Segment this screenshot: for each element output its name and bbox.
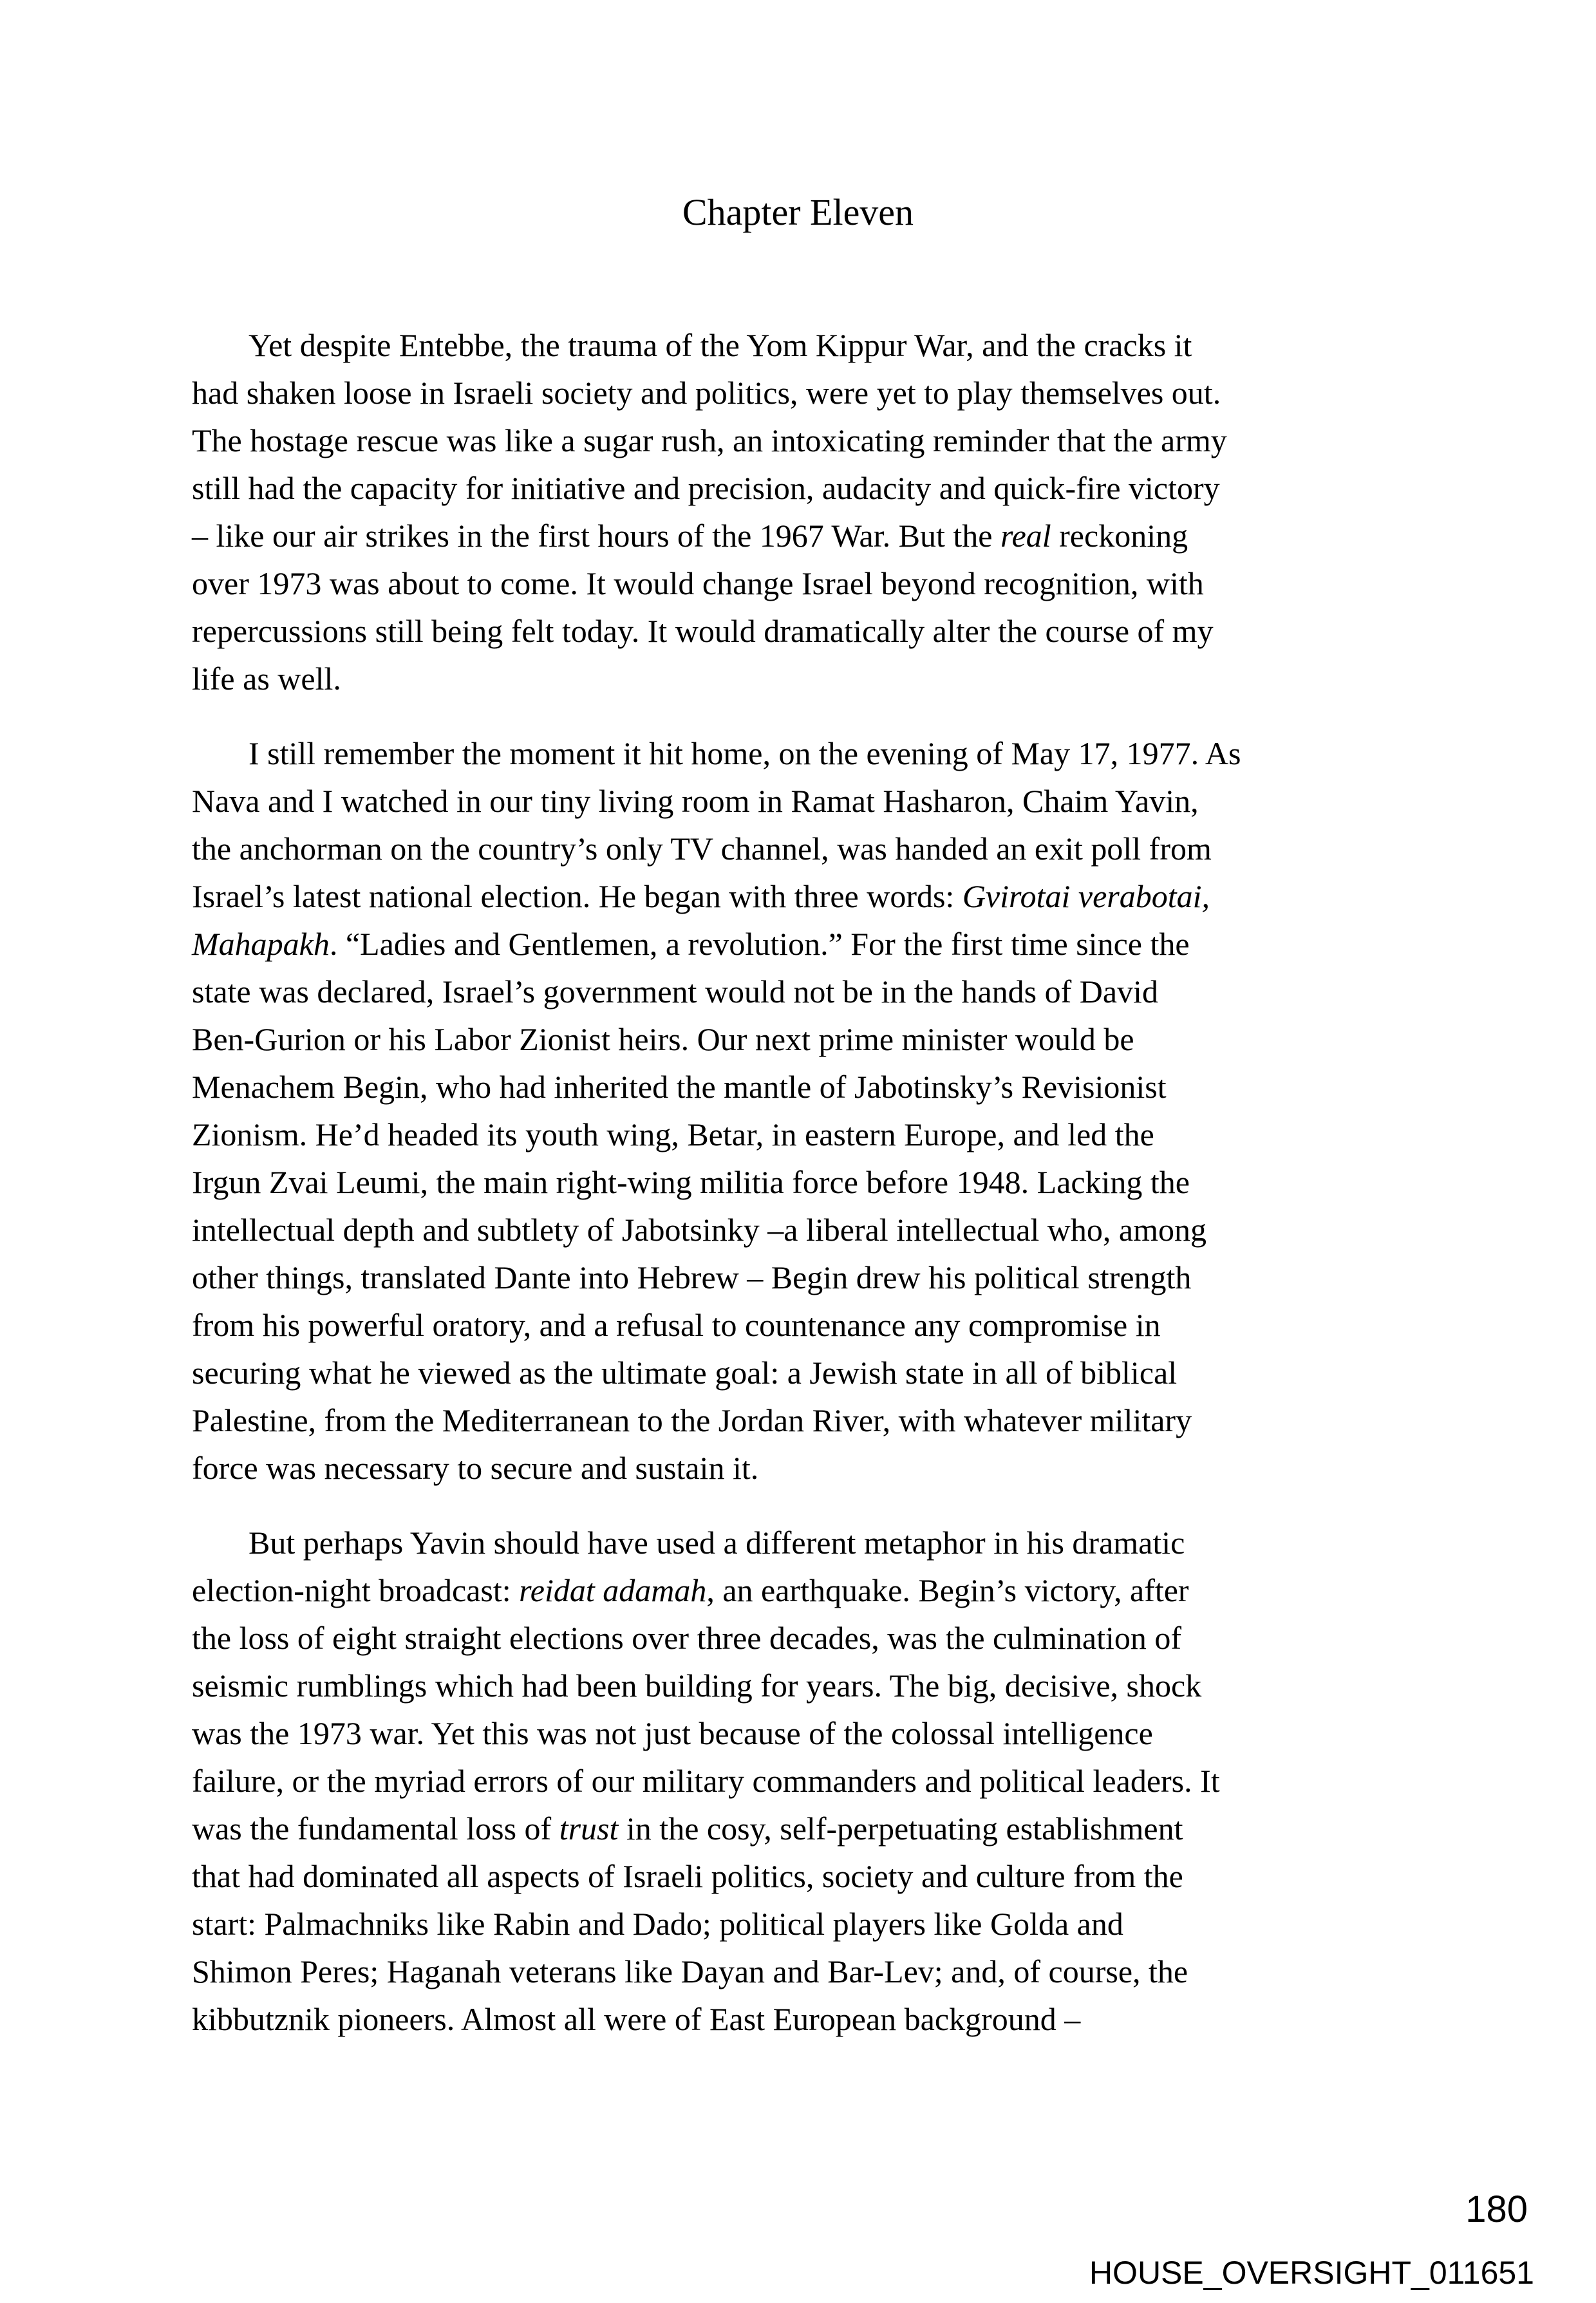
text-line: securing what he viewed as the ultimate goal: a Jewish state in all of biblical (192, 1355, 1178, 1391)
text-line: kibbutznik pioneers. Almost all were of East European background – (192, 2001, 1081, 2037)
text-line: start: Palmachniks like Rabin and Dado; political players like Golda and (192, 1906, 1123, 1942)
text-line: – like our air strikes in the first hours of the 1967 War. But the real reckoning (192, 518, 1188, 554)
paragraph (192, 321, 1454, 702)
text-line: life as well. (192, 661, 341, 697)
text-line: Israel’s latest national election. He began with three words: Gvirotai verabotai, (192, 878, 1210, 914)
text-line: Nava and I watched in our tiny living room in Ramat Hasharon, Chaim Yavin, (192, 783, 1199, 819)
text-line: But perhaps Yavin should have used a different metaphor in his dramatic (249, 1525, 1185, 1561)
text-line: force was necessary to secure and sustain it. (192, 1450, 759, 1486)
text-line: over 1973 was about to come. It would change Israel beyond recognition, with (192, 565, 1204, 601)
body-text (192, 321, 1454, 2070)
text-line: still had the capacity for initiative and precision, audacity and quick-fire victory (192, 470, 1220, 506)
page-number: 180 (1465, 2188, 1528, 2230)
text-line: the anchorman on the country’s only TV channel, was handed an exit poll from (192, 831, 1212, 867)
text-line: other things, translated Dante into Hebrew – Begin drew his political strength (192, 1259, 1192, 1295)
text-line: Shimon Peres; Haganah veterans like Dayan and Bar-Lev; and, of course, the (192, 1953, 1188, 1989)
text-line: the loss of eight straight elections over three decades, was the culmination of (192, 1620, 1182, 1656)
text-line: The hostage rescue was like a sugar rush, an intoxicating reminder that the army (192, 422, 1227, 458)
text-line: failure, or the myriad errors of our military commanders and political leaders. It (192, 1763, 1220, 1799)
text-line: was the fundamental loss of trust in the cosy, self-perpetuating establishment (192, 1810, 1183, 1847)
text-line: election-night broadcast: reidat adamah, an earthquake. Begin’s victory, after (192, 1572, 1189, 1608)
text-line: Zionism. He’d headed its youth wing, Betar, in eastern Europe, and led the (192, 1116, 1154, 1152)
text-line: Palestine, from the Mediterranean to the Jordan River, with whatever military (192, 1402, 1192, 1438)
text-line: that had dominated all aspects of Israeli politics, society and culture from the (192, 1858, 1183, 1894)
text-line: from his powerful oratory, and a refusal to countenance any compromise in (192, 1307, 1161, 1343)
text-line: seismic rumblings which had been building for years. The big, decisive, shock (192, 1668, 1202, 1704)
text-line: Mahapakh. “Ladies and Gentlemen, a revolution.” For the first time since the (192, 926, 1190, 962)
text-line: Ben-Gurion or his Labor Zionist heirs. Our next prime minister would be (192, 1021, 1134, 1057)
text-line: Menachem Begin, who had inherited the mantle of Jabotinsky’s Revisionist (192, 1069, 1167, 1105)
text-line: I still remember the moment it hit home, on the evening of May 17, 1977. As (249, 735, 1241, 771)
text-line: was the 1973 war. Yet this was not just because of the colossal intelligence (192, 1715, 1153, 1751)
text-line: state was declared, Israel’s government would not be in the hands of David (192, 973, 1158, 1010)
chapter-heading: Chapter Eleven (682, 191, 914, 233)
text-line: had shaken loose in Israeli society and politics, were yet to play themselves out. (192, 375, 1221, 411)
paragraph (192, 1519, 1454, 2043)
text-line: intellectual depth and subtlety of Jabotsinky –a liberal intellectual who, among (192, 1212, 1206, 1248)
text-line: Irgun Zvai Leumi, the main right-wing militia force before 1948. Lacking the (192, 1164, 1190, 1200)
paragraph (192, 729, 1454, 1492)
text-line: repercussions still being felt today. It would dramatically alter the course of my (192, 613, 1214, 649)
bates-stamp: HOUSE_OVERSIGHT_011651 (1089, 2255, 1534, 2291)
text-line: Yet despite Entebbe, the trauma of the Yom Kippur War, and the cracks it (249, 327, 1192, 363)
